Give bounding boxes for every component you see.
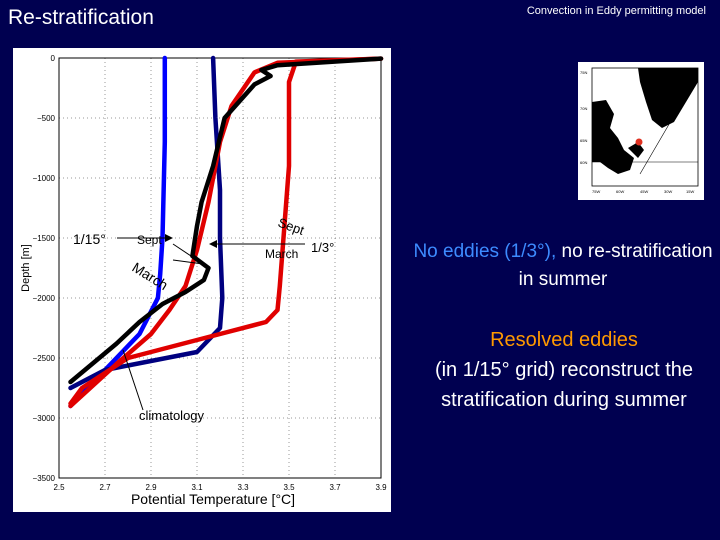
x-tick-label: 3.9	[375, 483, 387, 492]
map-ytick: 65N	[580, 138, 588, 143]
annot-march-1-3: March	[265, 247, 299, 261]
arrow-head-1-3	[209, 240, 217, 248]
inset-map-svg	[578, 62, 704, 200]
map-xtick: 15W	[686, 189, 695, 194]
annot-sept-1-15: Sept	[137, 233, 162, 247]
map-ytick: 75N	[580, 70, 588, 75]
no-eddies-rest: no re-stratification in summer	[518, 241, 713, 290]
y-tick-label: −3000	[32, 414, 55, 423]
x-axis-label: Potential Temperature [°C]	[130, 491, 296, 507]
annot-march-1-15: March	[129, 258, 171, 294]
map-xtick: 75W	[592, 189, 601, 194]
x-tick-label: 3.3	[237, 483, 249, 492]
chart-svg	[13, 48, 391, 512]
y-tick-label: 0	[50, 54, 55, 63]
map-ytick: 70N	[580, 106, 588, 111]
y-axis-label: Depth [m]	[20, 244, 32, 292]
annot-sept-1-3: Sept	[275, 214, 307, 238]
resolved-eddies-lead: Resolved eddies	[490, 329, 638, 351]
annot-1-3: 1/3°	[311, 240, 335, 255]
map-ytick: 60N	[580, 160, 588, 165]
location-marker	[636, 139, 643, 146]
annotations	[73, 215, 334, 423]
resolved-eddies-rest: (in 1/15° grid) reconstruct the stratification during summer	[434, 359, 694, 411]
series-line-3	[71, 59, 382, 404]
map-xtick: 30W	[664, 189, 673, 194]
arrow-head-1-15	[165, 234, 173, 242]
inset-map	[578, 62, 704, 200]
y-tick-label: −2500	[32, 354, 55, 363]
annot-climatology: climatology	[139, 408, 205, 423]
x-tick-label: 3.1	[191, 483, 203, 492]
no-eddies-note	[408, 238, 718, 294]
no-eddies-lead: No eddies (1/3°),	[413, 241, 557, 262]
series-lines	[71, 58, 382, 406]
y-tick-label: −1000	[32, 174, 55, 183]
resolved-eddies-note	[420, 325, 708, 415]
header-note: Convection in Eddy permitting model	[526, 5, 706, 17]
x-tick-label: 2.9	[145, 483, 157, 492]
map-xtick: 45W	[640, 189, 649, 194]
y-tick-label: −1500	[32, 234, 55, 243]
slide-title: Re-stratification	[8, 6, 154, 29]
x-tick-label: 2.5	[53, 483, 65, 492]
y-tick-label: −3500	[32, 474, 55, 483]
y-tick-label: −2000	[32, 294, 55, 303]
y-tick-label: −500	[36, 114, 55, 123]
temperature-depth-chart	[13, 48, 391, 512]
x-tick-label: 3.7	[329, 483, 341, 492]
annot-1-15: 1/15°	[73, 231, 106, 247]
tick-labels	[33, 54, 388, 492]
series-line-2	[71, 59, 382, 406]
x-tick-label: 3.5	[283, 483, 295, 492]
x-tick-label: 2.7	[99, 483, 111, 492]
map-xtick: 60W	[616, 189, 625, 194]
